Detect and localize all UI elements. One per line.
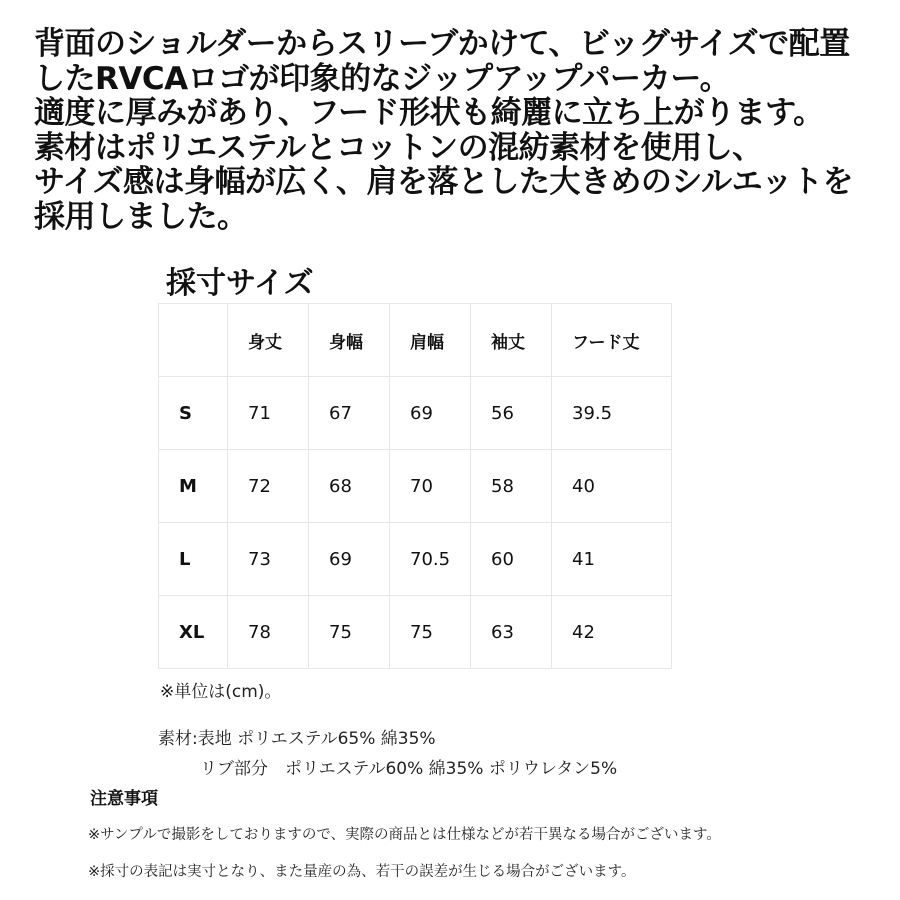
table-cell: 69 [309, 523, 390, 596]
table-row [159, 523, 672, 596]
caution-item: ※採寸の表記は実寸となり、また量産の為、若干の誤差が生じる場合がございます。 [88, 864, 636, 880]
table-header [159, 304, 228, 377]
table-cell: 75 [390, 596, 471, 669]
table-row [159, 596, 672, 669]
table-cell: 70 [390, 450, 471, 523]
table-cell: 72 [228, 450, 309, 523]
caution-title: 注意事項 [90, 789, 158, 809]
table-row [159, 377, 672, 450]
unit-note: ※単位は(cm)。 [160, 682, 282, 702]
table-cell: 42 [552, 596, 672, 669]
description-line: 素材はポリエステルとコットンの混紡素材を使用し、 [34, 129, 763, 166]
size-label: S [159, 377, 228, 450]
size-label: XL [159, 596, 228, 669]
table-cell: 60 [471, 523, 552, 596]
size-table [158, 303, 672, 669]
table-cell: 73 [228, 523, 309, 596]
caution-item: ※サンプルで撮影をしておりますので、実際の商品とは仕様などが若干異なる場合がございます。 [88, 827, 721, 843]
description-line: したRVCAロゴが印象的なジップアップパーカー。 [34, 60, 731, 97]
table-cell: 75 [309, 596, 390, 669]
material-line: リブ部分 ポリエステル60% 綿35% ポリウレタン5% [200, 759, 618, 779]
size-label: L [159, 523, 228, 596]
table-cell: 78 [228, 596, 309, 669]
description-line: 採用しました。 [34, 198, 248, 235]
table-cell: 41 [552, 523, 672, 596]
table-header-row [159, 304, 672, 377]
table-header: 身丈 [228, 304, 309, 377]
table-header: 袖丈 [471, 304, 552, 377]
description-line: サイズ感は身幅が広く、肩を落とした大きめのシルエットを [34, 164, 854, 200]
size-label: M [159, 450, 228, 523]
material-line: 素材:表地 ポリエステル65% 綿35% [158, 729, 436, 749]
table-cell: 70.5 [390, 523, 471, 596]
product-description [34, 27, 894, 234]
table-cell: 63 [471, 596, 552, 669]
description-line: 適度に厚みがあり、フード形状も綺麗に立ち上がります。 [34, 95, 824, 131]
description-line: 背面のショルダーからスリーブかけて、ビッグサイズで配置 [34, 26, 850, 62]
table-header: 肩幅 [390, 304, 471, 377]
table-cell: 56 [471, 377, 552, 450]
table-cell: 67 [309, 377, 390, 450]
table-header: フード丈 [552, 304, 672, 377]
table-cell: 39.5 [552, 377, 672, 450]
table-cell: 40 [552, 450, 672, 523]
table-cell: 58 [471, 450, 552, 523]
table-row [159, 450, 672, 523]
table-cell: 71 [228, 377, 309, 450]
table-cell: 69 [390, 377, 471, 450]
size-chart-heading: 採寸サイズ [166, 266, 314, 301]
table-header: 身幅 [309, 304, 390, 377]
table-cell: 68 [309, 450, 390, 523]
